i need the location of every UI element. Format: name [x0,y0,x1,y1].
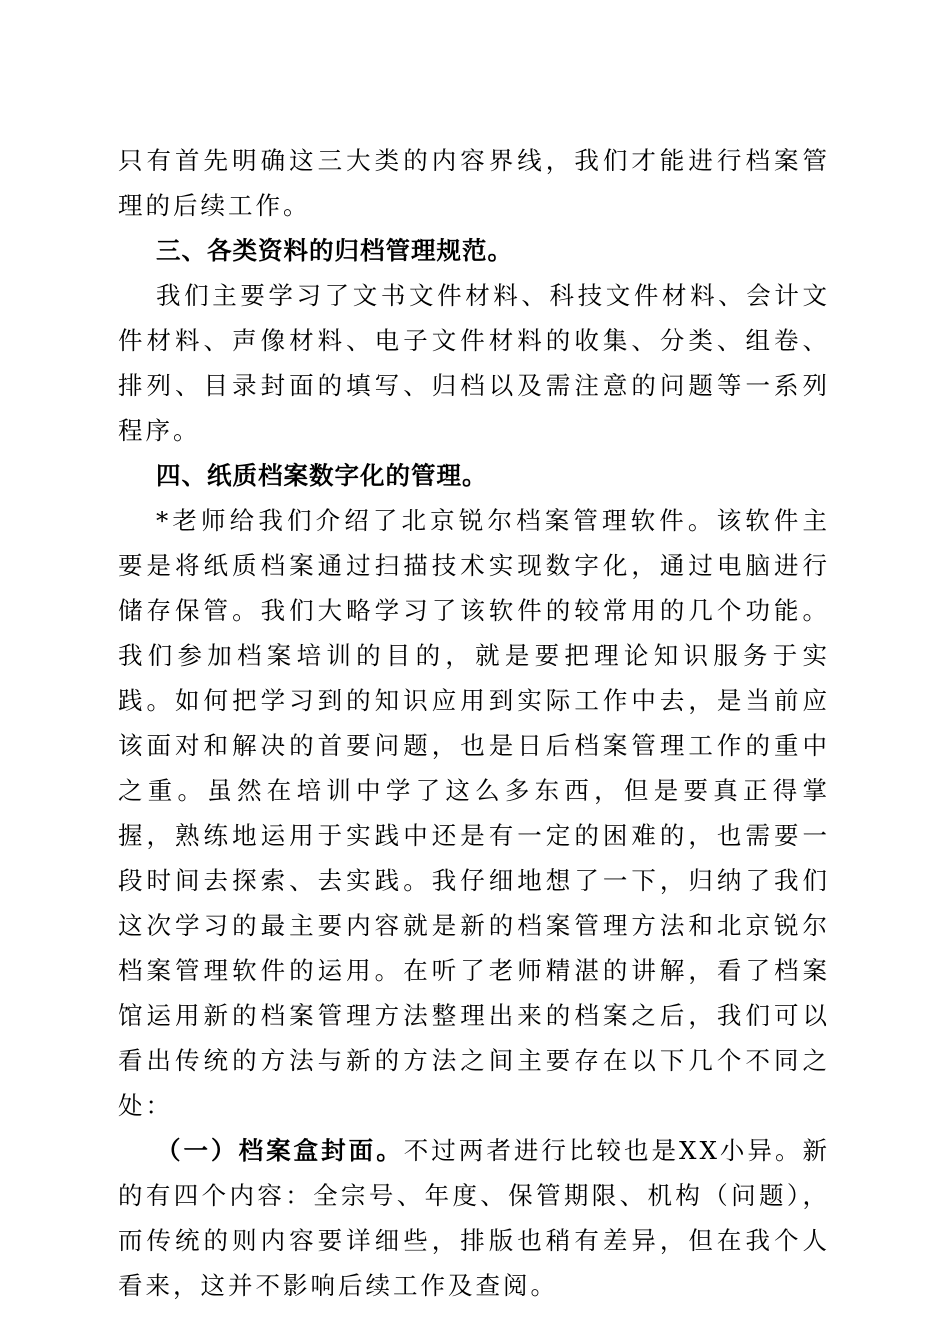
paragraph-box-cover [118,1128,830,1308]
section-heading-archiving-standards: 三、各类资料的归档管理规范。 [156,236,513,265]
paragraph-archiving-procedures: 我们主要学习了文书文件材料、科技文件材料、会计文件材料、声像材料、电子文件材料的收集、分类、组卷、排列、目录封面的填写、归档以及需注意的问题等一系列程序。 [118,281,830,445]
subheading-box-cover: （一）档案盒封面。 [156,1136,404,1165]
paragraph-box-cover-text: 不过两者进行比较也是XX小异。新的有四个内容：全宗号、年度、保管期限、机构（问题），而传统的则内容要详细些，排版也稍有差异，但在我个人看来，这并不影响后续工作及查阅。 [118,1136,831,1300]
paragraph-software-intro: *老师给我们介绍了北京锐尔档案管理软件。该软件主要是将纸质档案通过扫描技术实现数字化，通过电脑进行储存保管。我们大略学习了该软件的较常用的几个功能。我们参加档案培训的目的，就是要把理论知识服务于实践。如何把学习到的知识应用到实际工作中去，是当前应该面对和解决的首要问题，也是日后档案管理工作的重中之重。虽然在培训中学了这么多东西，但是要真正得掌握，熟练地运用于实践中还是有一定的困难的，也需要一段时间去探索、去实践。我仔细地想了一下，归纳了我们这次学习的最主要内容就是新的档案管理方法和北京锐尔档案管理软件的运用。在听了老师精湛的讲解，看了档案馆运用新的档案管理方法整理出来的档案之后，我们可以看出传统的方法与新的方法之间主要存在以下几个不同之处： [118,506,830,1120]
document-body [118,138,830,1308]
paragraph-content-boundary: 只有首先明确这三大类的内容界线，我们才能进行档案管理的后续工作。 [118,146,830,220]
section-heading-digitization: 四、纸质档案数字化的管理。 [156,461,488,490]
